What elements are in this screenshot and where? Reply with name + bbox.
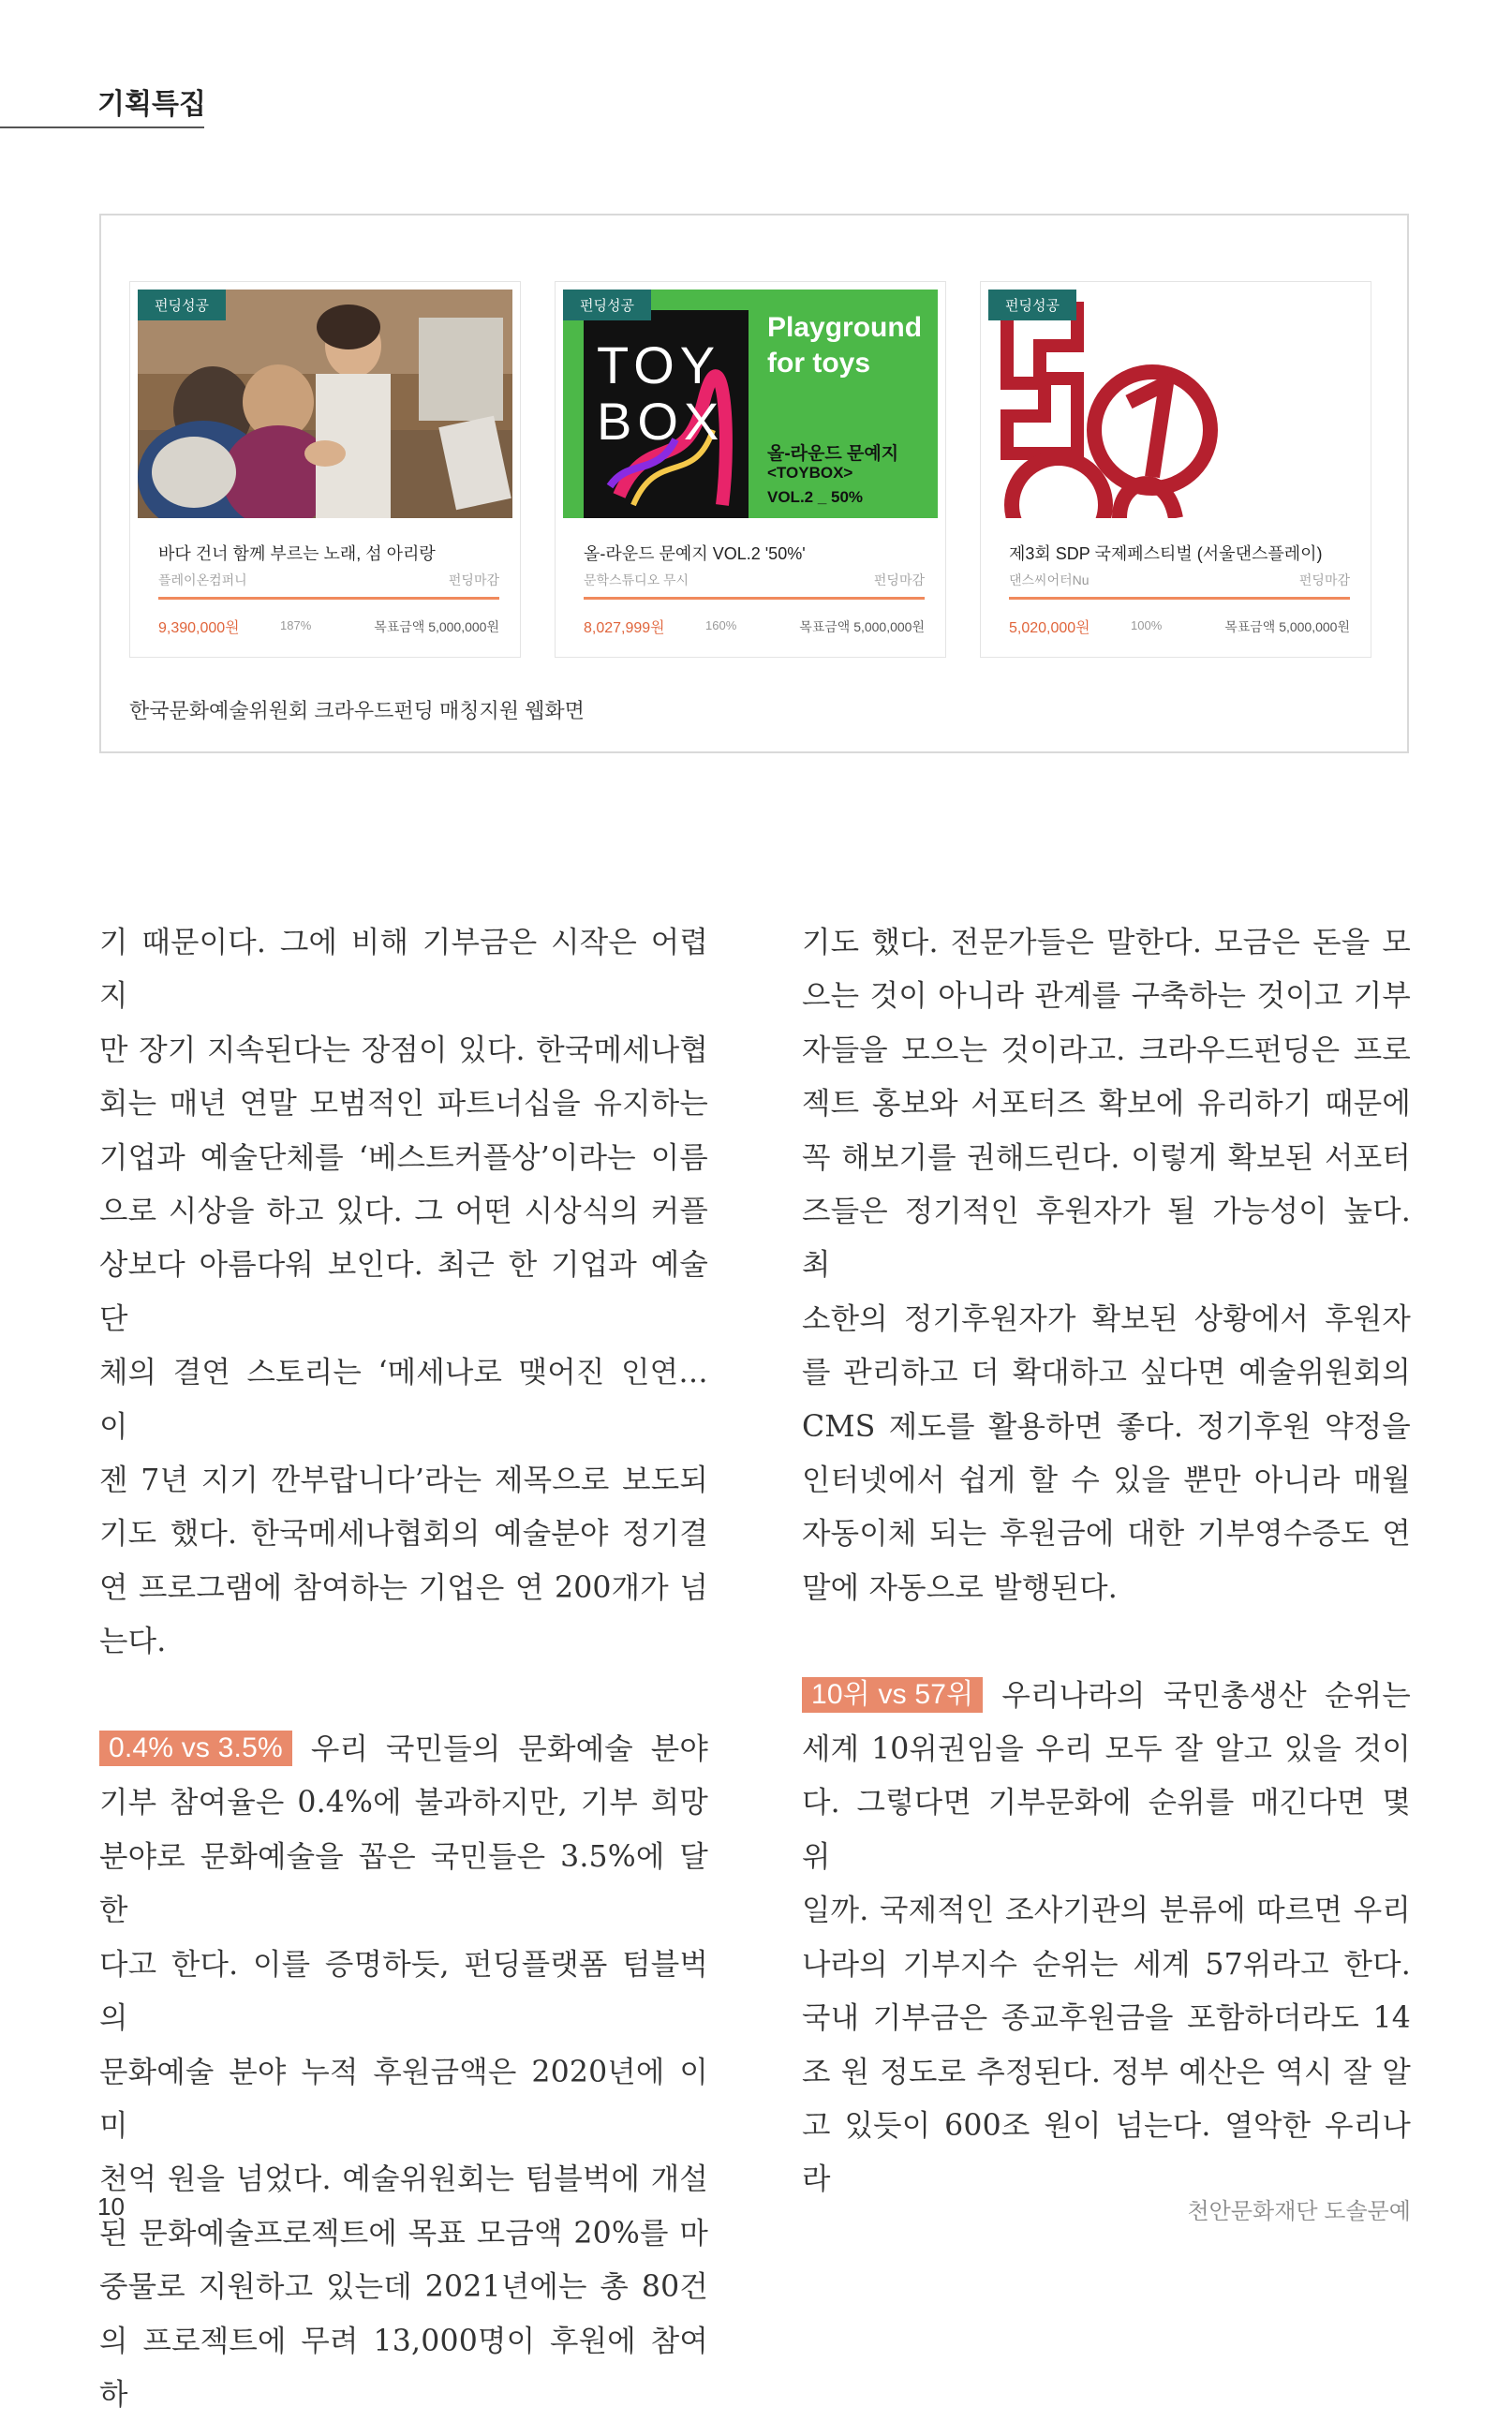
card-status: 펀딩마감 xyxy=(448,572,499,587)
text-line: 자들을 모으는 것이라고. 크라우드펀딩은 프로 xyxy=(802,1033,1411,1067)
card-percent: 100% xyxy=(1131,618,1163,632)
text-line: 천억 원을 넘었다. 예술위원회는 텀블벅에 개설 xyxy=(99,2162,708,2197)
figure-caption: 한국문화예술위원회 크라우드펀딩 매칭지원 웹화면 xyxy=(129,699,585,722)
highlight-badge: 0.4% vs 3.5% xyxy=(99,1731,292,1766)
text-line: 회는 매년 연말 모범적인 파트너십을 유지하는 xyxy=(99,1087,708,1122)
card-amount: 5,020,000원 xyxy=(1009,620,1090,636)
card-amount: 8,027,999원 xyxy=(584,620,665,636)
text-line: 기업과 예술단체를 ‘베스트커플상’이라는 이름 xyxy=(99,1140,708,1175)
text-line: 젠 7년 지기 깐부랍니다’라는 제목으로 보도되 xyxy=(99,1464,708,1498)
text-line: 일까. 국제적인 조사기관의 분류에 따르면 우리 xyxy=(802,1894,1411,1928)
right-column xyxy=(802,916,1411,2207)
text-fragment: 우리 국민들의 문화예술 분야 xyxy=(310,1732,708,1767)
card-1-photo xyxy=(138,290,512,518)
text-line: 기부 참여율은 0.4%에 불과하지만, 기부 희망 xyxy=(99,1786,708,1820)
text-line: 기도 했다. 한국메세나협회의 예술분야 정기결 xyxy=(99,1517,708,1552)
text-line: 자동이체 되는 후원금에 대한 기부영수증도 연 xyxy=(802,1517,1411,1552)
card-title[interactable]: 올-라운드 문예지 VOL.2 '50%' xyxy=(584,544,806,563)
card-organization: 댄스씨어터Nu xyxy=(1009,572,1090,587)
text-line: 상보다 아름다워 보인다. 최근 한 기업과 예술단 xyxy=(99,1248,708,1336)
text-fragment: 우리나라의 국민총생산 순위는 xyxy=(1001,1678,1411,1713)
card-progress-bar xyxy=(158,597,499,600)
card-progress-bar xyxy=(584,597,925,600)
text-line: 는다. xyxy=(99,1625,167,1659)
card-percent: 187% xyxy=(280,618,312,632)
card-progress-bar xyxy=(1009,597,1350,600)
highlight-badge: 10위 vs 57위 xyxy=(802,1677,983,1713)
text-line: 의 프로젝트에 무려 13,000명이 후원에 참여하 xyxy=(99,2324,708,2412)
text-line: 다고 한다. 이를 증명하듯, 펀딩플랫폼 텀블벅의 xyxy=(99,1947,708,2036)
text-line: 기 때문이다. 그에 비해 기부금은 시작은 어렵지 xyxy=(99,926,708,1014)
poster-sub-2: <TOYBOX> xyxy=(767,464,853,482)
text-line: 으는 것이 아니라 관계를 구축하는 것이고 기부 xyxy=(802,979,1411,1014)
section-rule xyxy=(0,126,204,128)
poster-sub-1: 올-라운드 문예지 xyxy=(767,444,899,464)
card-title[interactable]: 제3회 SDP 국제페스티벌 (서울댄스플레이) xyxy=(1009,544,1323,563)
text-line: 기도 했다. 전문가들은 말한다. 모금은 돈을 모 xyxy=(802,926,1411,959)
funding-success-badge: 펀딩성공 xyxy=(988,290,1076,320)
crowdfunding-figure xyxy=(99,214,1409,753)
page-number: 10 xyxy=(97,2192,125,2221)
card-title[interactable]: 바다 건너 함께 부르는 노래, 섬 아리랑 xyxy=(158,544,436,563)
poster-headline-2: for toys xyxy=(767,348,871,379)
text-line: 말에 자동으로 발행된다. xyxy=(802,1570,1118,1605)
publisher-name: 천안문화재단 도솔문예 xyxy=(1187,2199,1411,2224)
text-line: 중물로 지원하고 있는데 2021년에는 총 80건 xyxy=(99,2270,708,2305)
text-line: 분야로 문화예술을 꼽은 국민들은 3.5%에 달한 xyxy=(99,1839,708,1928)
card-goal: 목표금액 5,000,000원 xyxy=(374,619,499,634)
highlight-line xyxy=(802,1670,1411,1723)
text-line: 다. 그렇다면 기부문화에 순위를 매긴다면 몇 위 xyxy=(802,1786,1411,1874)
poster-headline-1: Playground xyxy=(767,312,923,343)
text-line: 국내 기부금은 종교후원금을 포함하더라도 14 xyxy=(802,2001,1411,2036)
text-line: 고 있듯이 600조 원이 넘는다. 열악한 우리나라 xyxy=(802,2108,1411,2197)
text-line: 연 프로그램에 참여하는 기업은 연 200개가 넘 xyxy=(99,1570,708,1605)
section-label: 기획특집 xyxy=(97,89,206,120)
poster-book-bottom: BOX xyxy=(597,392,725,451)
poster-book-top: TOY xyxy=(597,335,721,394)
funding-success-badge: 펀딩성공 xyxy=(138,290,226,320)
poster-sub-3: VOL.2 _ 50% xyxy=(767,488,864,506)
card-status: 펀딩마감 xyxy=(1298,572,1350,587)
card-organization: 플레이온컴퍼니 xyxy=(158,572,247,587)
funding-card-1[interactable] xyxy=(129,281,521,658)
text-line: 소한의 정기후원자가 확보된 상황에서 후원자 xyxy=(802,1301,1411,1336)
text-line: 꼭 해보기를 권해드린다. 이렇게 확보된 서포터 xyxy=(802,1140,1411,1175)
text-line: 즈들은 정기적인 후원자가 될 가능성이 높다. 최 xyxy=(802,1195,1411,1283)
text-line: 조 원 정도로 추정된다. 정부 예산은 역시 잘 알 xyxy=(802,2055,1411,2089)
highlight-line xyxy=(99,1723,708,1776)
card-organization: 문학스튜디오 무시 xyxy=(584,572,689,587)
text-line: 문화예술 분야 누적 후원금액은 2020년에 이미 xyxy=(99,2055,708,2143)
text-line: 나라의 기부지수 순위는 세계 57위라고 한다. xyxy=(802,1947,1411,1982)
funding-success-badge: 펀딩성공 xyxy=(563,290,651,320)
sdp-logo-graphic xyxy=(988,290,1363,518)
text-line: 으로 시상을 하고 있다. 그 어떤 시상식의 커플 xyxy=(99,1195,708,1229)
text-line: 세계 10위권임을 우리 모두 잘 알고 있을 것이 xyxy=(802,1732,1411,1767)
text-line: 인터넷에서 쉽게 할 수 있을 뿐만 아니라 매월 xyxy=(802,1464,1411,1498)
card-status: 펀딩마감 xyxy=(873,572,925,587)
card-goal: 목표금액 5,000,000원 xyxy=(799,619,925,634)
text-line: CMS 제도를 활용하면 좋다. 정기후원 약정을 xyxy=(802,1409,1411,1444)
text-line: 젝트 홍보와 서포터즈 확보에 유리하기 때문에 xyxy=(802,1087,1411,1122)
text-line: 를 관리하고 더 확대하고 싶다면 예술위원회의 xyxy=(802,1356,1411,1390)
card-goal: 목표금액 5,000,000원 xyxy=(1224,619,1350,634)
text-line: 된 문화예술프로젝트에 목표 모금액 20%를 마 xyxy=(99,2216,708,2251)
text-line: 만 장기 지속된다는 장점이 있다. 한국메세나협 xyxy=(99,1033,708,1067)
card-3-logo xyxy=(988,290,1363,518)
card-percent: 160% xyxy=(705,618,737,632)
funding-card-3[interactable] xyxy=(980,281,1371,658)
card-2-poster xyxy=(563,290,938,518)
text-line: 체의 결연 스토리는 ‘메세나로 맺어진 인연… 이 xyxy=(99,1356,708,1444)
card-amount: 9,390,000원 xyxy=(158,620,240,636)
left-column xyxy=(99,916,708,2422)
funding-card-2[interactable] xyxy=(555,281,946,658)
